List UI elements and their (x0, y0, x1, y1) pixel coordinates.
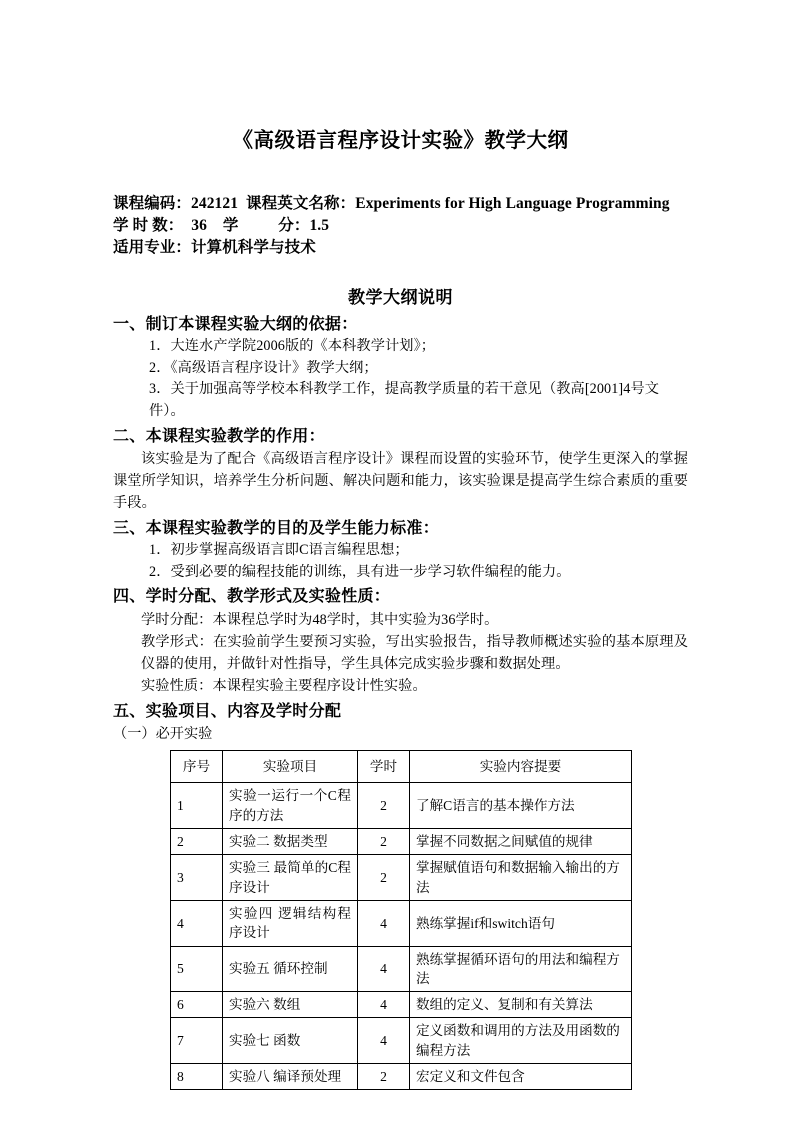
course-meta-block (113, 193, 688, 259)
table-row (171, 900, 632, 946)
table-row (171, 1064, 632, 1090)
section-role-paragraph: 该实验是为了配合《高级语言程序设计》课程而设置的实验环节，使学生更深入的掌握课堂所学知识，培养学生分析问题、解决问题和能力，该实验课是提高学生综合素质的重要手段。 (113, 451, 688, 512)
section-heading-allocation: 四、学时分配、教学形式及实验性质： (113, 588, 391, 606)
table-cell-hours: 2 (358, 783, 410, 829)
course-major-line: 适用专业：计算机科学与技术 (113, 238, 316, 256)
table-cell-no: 7 (171, 1018, 223, 1064)
table-row (171, 992, 632, 1018)
page-title: 《高级语言程序设计实验》教学大纲 (232, 130, 569, 152)
table-cell-item: 实验七 函数 (223, 1018, 358, 1064)
table-cell-item: 实验四 逻辑结构程序设计 (223, 900, 358, 946)
section-heading-role: 二、本课程实验教学的作用： (113, 427, 325, 445)
list-item: 1．大连水产学院2006版的《本科教学计划》； (149, 338, 436, 355)
table-row (171, 783, 632, 829)
table-cell-desc: 数组的定义、复制和有关算法 (410, 992, 632, 1018)
list-item: 1．初步掌握高级语言即C语言编程思想； (149, 542, 409, 559)
table-cell-hours: 4 (358, 900, 410, 946)
table-cell-item: 实验六 数组 (223, 992, 358, 1018)
table-cell-hours: 4 (358, 946, 410, 992)
table-header-cell: 序号 (171, 751, 223, 783)
table-cell-desc: 熟练掌握if和switch语句 (410, 900, 632, 946)
table-row (171, 855, 632, 901)
table-cell-hours: 2 (358, 829, 410, 855)
table-cell-hours: 2 (358, 855, 410, 901)
experiments-table-wrapper (170, 750, 688, 1090)
table-row (171, 1018, 632, 1064)
allocation-line-nature: 实验性质：本课程实验主要程序设计性实验。 (141, 678, 427, 695)
table-cell-hours: 4 (358, 1018, 410, 1064)
table-header-cell: 实验内容提要 (410, 751, 632, 783)
table-cell-desc: 宏定义和文件包含 (410, 1064, 632, 1090)
subsection-required-experiments: （一）必开实验 (113, 726, 213, 743)
list-item: 3．关于加强高等学校本科教学工作，提高教学质量的若干意见（教高[2001]4号文件）。 (149, 381, 660, 419)
section-heading-basis: 一、制订本课程实验大纲的依据： (113, 315, 358, 333)
table-cell-hours: 2 (358, 1064, 410, 1090)
table-header-cell: 实验项目 (223, 751, 358, 783)
course-code-line: 课程编码：242121 课程英文名称：Experiments for High Language Programming (113, 194, 670, 212)
table-cell-item: 实验三 最简单的C程序设计 (223, 855, 358, 901)
table-cell-desc: 掌握赋值语句和数据输入输出的方法 (410, 855, 632, 901)
table-row (171, 829, 632, 855)
table-cell-no: 5 (171, 946, 223, 992)
table-cell-desc: 掌握不同数据之间赋值的规律 (410, 829, 632, 855)
section-heading-objectives: 三、本课程实验教学的目的及学生能力标准： (113, 519, 440, 537)
table-cell-no: 8 (171, 1064, 223, 1090)
table-row (171, 946, 632, 992)
table-cell-desc: 定义函数和调用的方法及用函数的编程方法 (410, 1018, 632, 1064)
allocation-line-hours: 学时分配：本课程总学时为48学时，其中实验为36学时。 (141, 611, 499, 628)
list-item: 2．《高级语言程序设计》教学大纲； (149, 359, 378, 376)
table-cell-hours: 4 (358, 992, 410, 1018)
table-cell-item: 实验八 编译预处理 (223, 1064, 358, 1090)
list-item: 2．受到必要的编程技能的训练，具有进一步学习软件编程的能力。 (149, 563, 571, 580)
table-cell-no: 6 (171, 992, 223, 1018)
table-cell-item: 实验一运行一个C程序的方法 (223, 783, 358, 829)
table-header-cell: 学时 (358, 751, 410, 783)
experiments-table (170, 750, 632, 1090)
page-content (113, 0, 688, 1090)
table-cell-desc: 了解C语言的基本操作方法 (410, 783, 632, 829)
allocation-line-format: 教学形式：在实验前学生要预习实验，写出实验报告，指导教师概述实验的基本原理及仪器的使用，并做针对性指导，学生具体完成实验步骤和数据处理。 (141, 634, 688, 673)
syllabus-description-header: 教学大纲说明 (348, 287, 453, 307)
table-cell-item: 实验二 数据类型 (223, 829, 358, 855)
table-cell-item: 实验五 循环控制 (223, 946, 358, 992)
section-heading-projects: 五、实验项目、内容及学时分配 (113, 702, 342, 720)
table-cell-no: 1 (171, 783, 223, 829)
course-hours-credits-line: 学 时 数： 36 学 分：1.5 (113, 216, 330, 234)
table-header-row (171, 751, 632, 783)
table-cell-no: 2 (171, 829, 223, 855)
table-cell-desc: 熟练掌握循环语句的用法和编程方法 (410, 946, 632, 992)
table-cell-no: 3 (171, 855, 223, 901)
table-cell-no: 4 (171, 900, 223, 946)
